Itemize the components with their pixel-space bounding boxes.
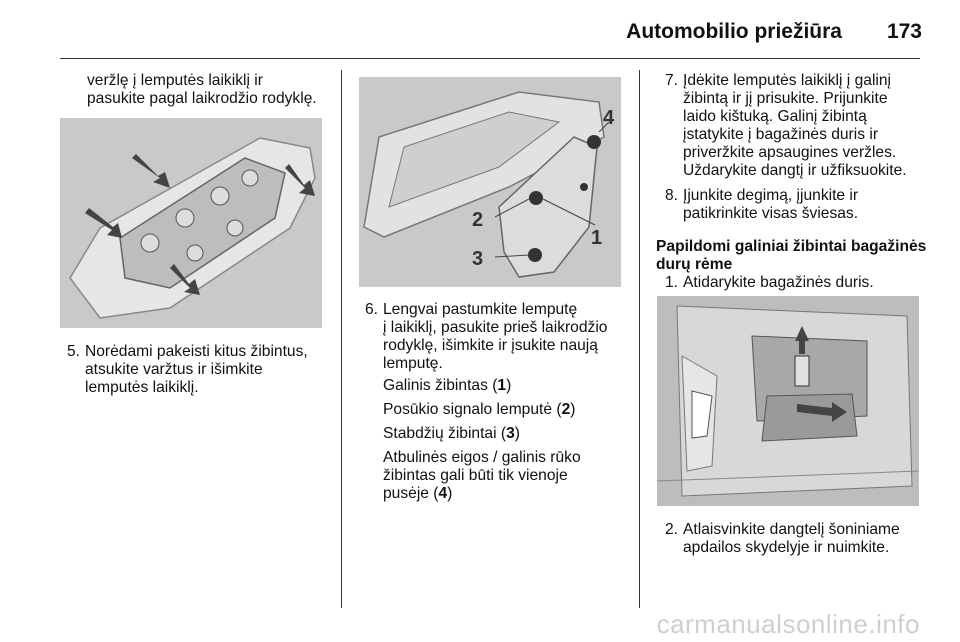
trunk-panel-illustration: [657, 296, 919, 506]
intro-text: [87, 72, 317, 108]
bulb-item-3-close: ): [514, 425, 520, 442]
column-divider-right: [639, 70, 640, 608]
bulb-item-4-line-2: žibintas gali būti tik vienoje: [383, 467, 568, 484]
sub-step-2-line-2: apdailos skydelyje ir nuimkite.: [683, 539, 890, 556]
step-6-number: 6.: [365, 301, 379, 318]
figure-label-2: 2: [472, 209, 484, 231]
bulb-item-4-pre: pusėje (: [383, 485, 439, 502]
bulb-item-4-line-3: [383, 485, 581, 503]
bulb-item-2: [383, 401, 575, 419]
step-6-line-1: Lengvai pastumkite lemputę: [383, 301, 578, 318]
bulb-item-2-ref: 2: [561, 401, 571, 418]
figure-label-1: 1: [591, 227, 603, 249]
taillight-bulbs-illustration: [359, 77, 621, 287]
bulb-item-4-line-1: Atbulinės eigos / galinis rūko: [383, 449, 581, 466]
figure-taillight-bulbs: [359, 77, 621, 287]
sub-step-2-line-1: Atlaisvinkite dangtelį šoniniame: [683, 521, 900, 538]
step-8-line-2: patikrinkite visas šviesas.: [683, 205, 859, 222]
figure-label-4: 4: [603, 107, 615, 129]
step-7-number: 7.: [665, 72, 679, 89]
step-7-line-3: laido kištuką. Galinį žibintą: [683, 108, 867, 125]
bulb-item-4-ref: 4: [438, 485, 448, 502]
section-subheading: [656, 238, 926, 274]
sub-step-1-line-1: Atidarykite bagažinės duris.: [683, 274, 874, 291]
subheading-line-1: Papildomi galiniai žibintai bagažinės: [656, 238, 927, 255]
figure-trunk-panel: [657, 296, 919, 506]
header-divider: [60, 58, 920, 59]
step-8-line-1: Įjunkite degimą, įjunkite ir: [683, 187, 859, 204]
page-header-title: Automobilio priežiūra: [626, 20, 842, 43]
sub-step-2-number: 2.: [665, 521, 679, 538]
step-5-line-1: Norėdami pakeisti kitus žibintus,: [85, 343, 308, 360]
bulb-item-3: [383, 425, 520, 443]
bulb-item-2-close: ): [570, 401, 576, 418]
column-divider-left: [341, 70, 342, 608]
step-8-number: 8.: [665, 187, 679, 204]
bulb-item-2-text: Posūkio signalo lemputė (: [383, 401, 562, 418]
subheading-line-2: durų rėme: [656, 256, 733, 273]
step-5-line-2: atsukite varžtus ir išimkite: [85, 361, 263, 378]
step-6-line-3: rodyklę, išimkite ir įsukite naują: [383, 337, 598, 354]
figure-label-3: 3: [472, 248, 484, 270]
bulb-item-3-ref: 3: [506, 425, 515, 442]
step-5-number: 5.: [67, 343, 81, 360]
step-7-line-2: žibintą ir jį prisukite. Prijunkite: [683, 90, 888, 107]
step-7-line-4: įstatykite į bagažinės duris ir: [683, 126, 879, 143]
step-7-line-1: Įdėkite lemputės laikiklį į galinį: [683, 72, 892, 89]
taillight-screws-illustration: [60, 118, 322, 328]
intro-line-1: veržlę į lemputės laikiklį ir: [87, 72, 263, 89]
figure-taillight-screws: [60, 118, 322, 328]
bulb-item-3-text: Stabdžių žibintai (: [383, 425, 507, 442]
step-6-line-4: lemputę.: [383, 355, 443, 372]
bulb-item-4: [383, 449, 581, 503]
step-5-line-3: lemputės laikiklį.: [85, 379, 199, 396]
bulb-item-1: [383, 377, 511, 395]
bulb-item-4-close: ): [447, 485, 453, 502]
page-number: 173: [886, 20, 922, 43]
bulb-item-1-ref: 1: [497, 377, 507, 394]
bulb-item-1-close: ): [506, 377, 512, 394]
watermark: carmanualsonline.info: [656, 609, 920, 639]
step-6-line-2: į laikiklį, pasukite prieš laikrodžio: [383, 319, 608, 336]
step-7-line-5: priveržkite apsaugines veržles.: [683, 144, 897, 161]
bulb-item-1-text: Galinis žibintas (: [383, 377, 498, 394]
step-7-line-6: Uždarykite dangtį ir užfiksuokite.: [683, 162, 907, 179]
sub-step-1-number: 1.: [665, 274, 679, 291]
intro-line-2: pasukite pagal laikrodžio rodyklę.: [87, 90, 317, 107]
